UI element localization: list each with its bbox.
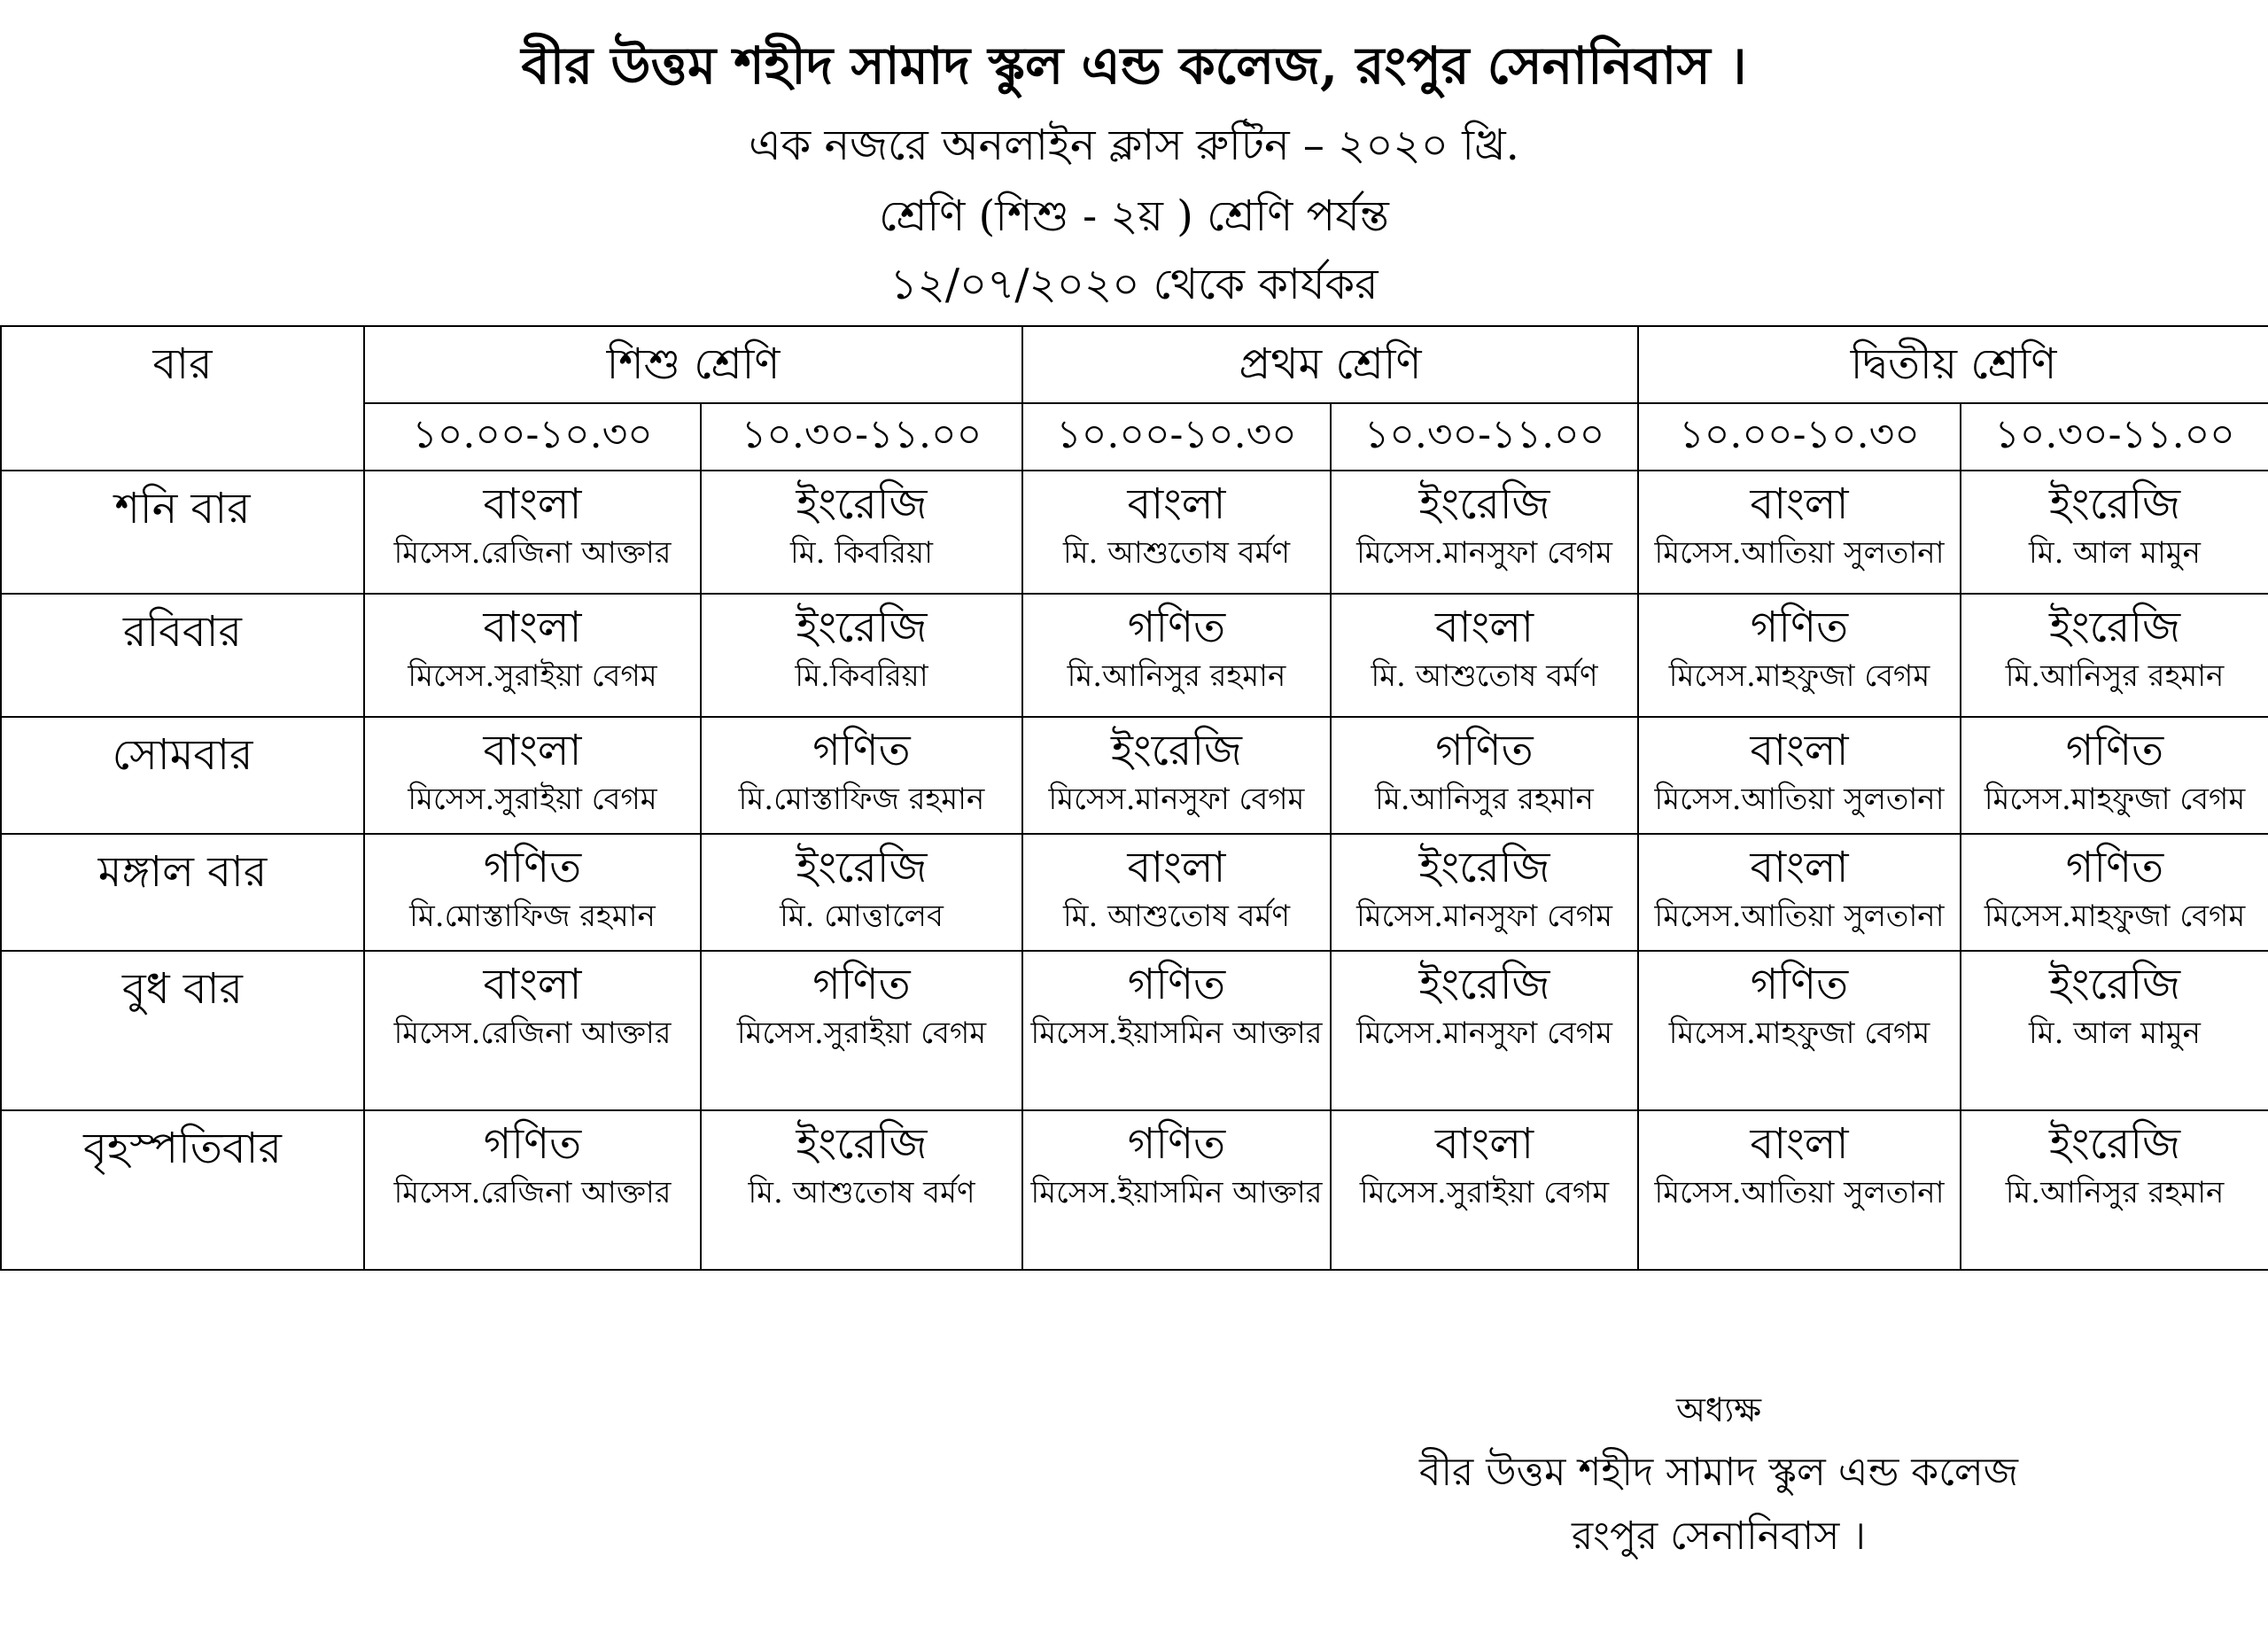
class-cell [701,951,1022,1110]
teacher-name: মিসেস.মাহফুজা বেগম [1668,1016,1930,1051]
subject-name: গণিত [1127,960,1226,1009]
subject-name: বাংলা [483,960,582,1009]
teacher-name: মি. মোত্তালেব [780,899,944,934]
subject-name: বাংলা [1435,603,1534,652]
subject-name: বাংলা [1750,1119,1849,1169]
time-slot-header: ১০.০০-১০.৩০ [1638,403,1961,471]
routine-title: এক নজরে অনলাইন ক্লাস রুটিন – ২০২০ খ্রি. [749,121,1519,170]
class-cell [1638,951,1961,1110]
teacher-name: মি.কিবরিয়া [795,658,928,694]
class-cell [701,471,1022,594]
routine-table [0,325,2268,1271]
class-cell [1331,594,1638,717]
teacher-name: মি. কিবরিয়া [790,535,933,571]
teacher-name: মিসেস.মানসুফা বেগম [1356,1016,1612,1051]
class-cell [1638,471,1961,594]
table-row [1,471,2268,594]
teacher-name: মি. আশুতোষ বর্মণ [1371,658,1598,694]
subject-name: ইংরেজি [2049,960,2181,1009]
teacher-name: মিসেস.মানসুফা বেগম [1048,782,1305,817]
subject-name: ইংরেজি [796,843,928,892]
teacher-name: মিসেস.সুরাইয়া বেগম [408,782,657,817]
subject-name: গণিত [1750,960,1849,1009]
subject-name: বাংলা [1127,843,1226,892]
subject-name: বাংলা [1750,479,1849,529]
subject-name: ইংরেজি [2049,1119,2181,1169]
teacher-name: মিসেস.মাহফুজা বেগম [1668,658,1930,694]
subject-name: গণিত [2065,726,2164,775]
teacher-name: মিসেস.আতিয়া সুলতানা [1654,1175,1945,1210]
subject-name: গণিত [1127,1119,1226,1169]
subject-name: গণিত [483,1119,582,1169]
teacher-name: মিসেস.সুরাইয়া বেগম [736,1016,987,1051]
time-slot-header: ১০.৩০-১১.০০ [1961,403,2268,471]
class-cell [364,951,701,1110]
subject-name: ইংরেজি [2049,479,2181,529]
teacher-name: মিসেস.আতিয়া সুলতানা [1654,782,1945,817]
subject-name: ইংরেজি [1418,960,1550,1009]
grade-header-nursery: শিশু শ্রেণি [364,326,1022,403]
teacher-name: মিসেস.ইয়াসমিন আক্তার [1030,1175,1323,1210]
teacher-name: মিসেস.মাহফুজা বেগম [1984,782,2246,817]
teacher-name: মিসেস.মানসুফা বেগম [1356,899,1612,934]
teacher-name: মিসেস.রেজিনা আক্তার [393,1016,672,1051]
subject-name: ইংরেজি [1418,843,1550,892]
class-cell [1961,594,2268,717]
class-cell [1961,1110,2268,1270]
class-cell [1022,471,1331,594]
class-cell [364,717,701,834]
day-cell: মঙ্গাল বার [1,834,364,951]
class-cell [364,834,701,951]
class-cell [1961,471,2268,594]
class-cell [701,717,1022,834]
subject-name: গণিত [1750,603,1849,652]
class-cell [1331,951,1638,1110]
effective-date: ১২/০৭/২০২০ থেকে কার্যকর [889,260,1379,309]
class-cell [1638,717,1961,834]
subject-name: বাংলা [483,479,582,529]
class-range: শ্রেণি (শিশু - ২য় ) শ্রেণি পর্যন্ত [879,191,1389,241]
class-cell [364,594,701,717]
teacher-name: মি. আল মামুন [2029,535,2201,571]
teacher-name: মি.আনিসুর রহমান [2005,1175,2225,1210]
time-slot-header: ১০.৩০-১১.০০ [701,403,1022,471]
signature-school: বীর উত্তম শহীদ সামাদ স্কুল এন্ড কলেজ [1418,1450,2019,1495]
subject-name: ইংরেজি [796,1119,928,1169]
subject-name: গণিত [812,960,911,1009]
teacher-name: মি.আনিসুর রহমান [1067,658,1286,694]
class-cell [701,1110,1022,1270]
subject-name: ইংরেজি [796,603,928,652]
teacher-name: মিসেস.মানসুফা বেগম [1356,535,1612,571]
class-cell [1961,951,2268,1110]
teacher-name: মিসেস.রেজিনা আক্তার [393,535,672,571]
class-cell [1331,1110,1638,1270]
signature-role: অধ্যক্ষ [1675,1390,1761,1429]
subject-name: বাংলা [483,726,582,775]
class-cell [1331,834,1638,951]
teacher-name: মিসেস.আতিয়া সুলতানা [1654,899,1945,934]
grade-header-first: প্রথম শ্রেণি [1022,326,1638,403]
subject-name: ইংরেজি [796,479,928,529]
table-row [1,834,2268,951]
subject-name: গণিত [1435,726,1534,775]
class-cell [364,471,701,594]
class-cell [1638,1110,1961,1270]
class-cell [701,834,1022,951]
subject-name: বাংলা [1750,843,1849,892]
class-cell [1961,717,2268,834]
subject-name: ইংরেজি [1418,479,1550,529]
teacher-name: মি.আনিসুর রহমান [1375,782,1594,817]
day-cell: বুধ বার [1,951,364,1110]
subject-name: বাংলা [1435,1119,1534,1169]
subject-name: ইংরেজি [2049,603,2181,652]
class-cell [1022,1110,1331,1270]
teacher-name: মি.মোস্তাফিজ রহমান [738,782,985,817]
class-cell [1331,471,1638,594]
class-cell [1638,834,1961,951]
signature-location: রংপুর সেনানিবাস । [1571,1514,1867,1559]
table-row [1,951,2268,1110]
time-slot-header: ১০.০০-১০.৩০ [1022,403,1331,471]
class-cell [1961,834,2268,951]
class-cell [1022,951,1331,1110]
teacher-name: মি. আশুতোষ বর্মণ [1062,899,1291,934]
teacher-name: মি. আশুতোষ বর্মণ [748,1175,975,1210]
class-cell [1331,717,1638,834]
class-cell [364,1110,701,1270]
teacher-name: মিসেস.মাহফুজা বেগম [1984,899,2246,934]
subject-name: বাংলা [1750,726,1849,775]
day-cell: শনি বার [1,471,364,594]
day-cell: সোমবার [1,717,364,834]
time-slot-header: ১০.০০-১০.৩০ [364,403,701,471]
teacher-name: মিসেস.রেজিনা আক্তার [393,1175,672,1210]
class-cell [1022,834,1331,951]
class-cell [1022,594,1331,717]
day-cell: বৃহস্পতিবার [1,1110,364,1270]
class-cell [1638,594,1961,717]
routine-body [1,471,2268,1270]
subject-name: গণিত [483,843,582,892]
grade-header-second: দ্বিতীয় শ্রেণি [1638,326,2268,403]
teacher-name: মি. আশুতোষ বর্মণ [1062,535,1291,571]
class-cell [701,594,1022,717]
class-cell [1022,717,1331,834]
teacher-name: মিসেস.আতিয়া সুলতানা [1654,535,1945,571]
subject-name: গণিত [2065,843,2164,892]
day-cell: রবিবার [1,594,364,717]
school-name: বীর উত্তম শহীদ সামাদ স্কুল এন্ড কলেজ, রংপুর সেনানিবাস । [521,35,1747,96]
subject-name: বাংলা [1127,479,1226,529]
table-row [1,717,2268,834]
subject-name: গণিত [1127,603,1226,652]
teacher-name: মিসেস.সুরাইয়া বেগম [1359,1175,1610,1210]
teacher-name: মিসেস.সুরাইয়া বেগম [408,658,657,694]
teacher-name: মি. আল মামুন [2029,1016,2201,1051]
subject-name: বাংলা [483,603,582,652]
subject-name: গণিত [812,726,911,775]
teacher-name: মি.আনিসুর রহমান [2005,658,2225,694]
table-row [1,1110,2268,1270]
teacher-name: মিসেস.ইয়াসমিন আক্তার [1030,1016,1323,1051]
time-slot-header: ১০.৩০-১১.০০ [1331,403,1638,471]
day-column-header: বার [1,326,364,471]
table-row [1,594,2268,717]
teacher-name: মি.মোস্তাফিজ রহমান [409,899,656,934]
subject-name: ইংরেজি [1111,726,1242,775]
